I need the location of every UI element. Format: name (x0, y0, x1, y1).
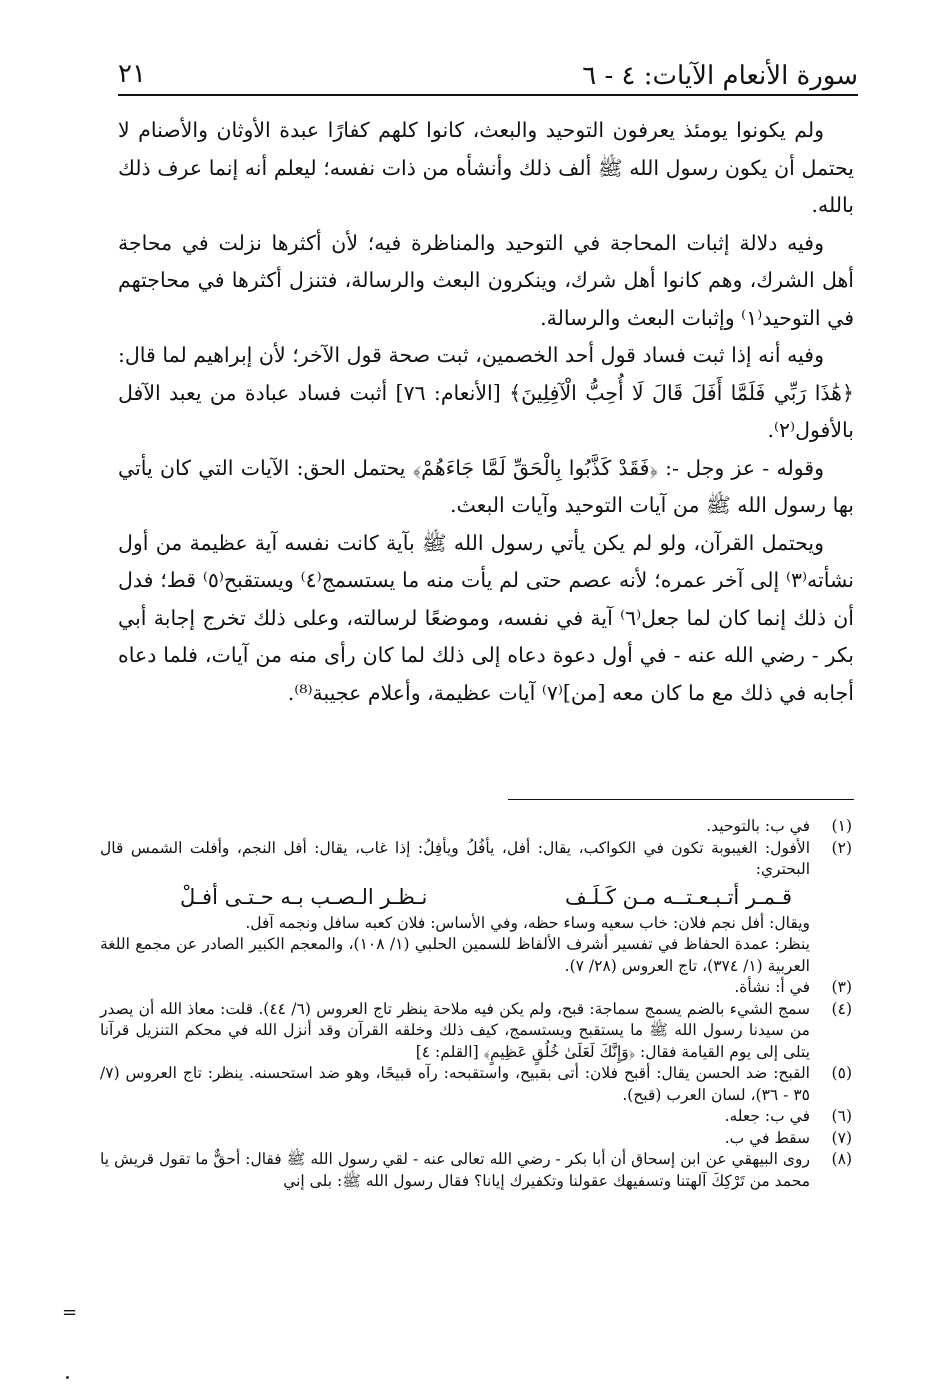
paragraph: وفيه أنه إذا ثبت فساد قول أحد الخصمين، ثبت صحة قول الآخر؛ لأن إبراهيم لما قال: ﴿هَٰذَا رَبِّي فَلَمَّا أَفَلَ قَالَ لَا أُحِبُّ الْآفِلِينَ﴾ [الأنعام: ٧٦] أثبت فساد عبادة من يعبد الآفل بالأفول⁽٢⁾. (118, 343, 854, 442)
footnote-text: ينظر: عمدة الحفاظ في تفسير أشرف الألفاظ للسمين الحلبي (١/ ١٠٨)، والمعجم الكبير الصادر عن مجمع اللغة العربية (١/ ٣٧٤)، تاج العروس (٢٨/ ٧). (100, 935, 810, 975)
footnote-number: (٦) (831, 1107, 852, 1125)
footnote-number: (٨) (831, 1150, 852, 1168)
footnote (100, 999, 852, 1064)
footnotes (100, 816, 852, 1192)
paragraph: وفيه دلالة إثبات المحاجة في التوحيد والمناظرة فيه؛ لأن أكثرها نزلت في محاجة أهل الشرك، وهم كانوا أهل شرك، وينكرون البعث والرسالة، فتنزل أكثرها في محاجتهم في التوحيد⁽١⁾ وإثبات البعث والرسالة. (118, 230, 854, 330)
verse-first-hemistich: قـمـر أتـبـعـتــه مـن كَـلَـف (565, 884, 792, 909)
header-rule (118, 94, 858, 96)
footnote-text: روى البيهقي عن ابن إسحاق أن أبا بكر - رضي الله تعالى عنه - لقي رسول الله ﷺ فقال: أحقٌّ ما تقول قريش يا محمد من تَرْكِكَ آلهتنا وتسفيهك عقولنا وتكفيرك إيانا؟ فقال رسول الله ﷺ: بلى إني (100, 1150, 810, 1190)
scan-speck (66, 1376, 69, 1379)
footnote (100, 1128, 852, 1150)
footnote-number: (٤) (831, 999, 852, 1018)
footnote-text: القبح: ضد الحسن يقال: أقبح فلان: أتى بقبيح، واستقبحه: رآه قبيحًا، وهو ضد استحسنه. ينظر: تاج العروس (٧/ ٣٥ - ٣٦)، لسان العرب (قبح). (100, 1064, 810, 1104)
footnote-text: في أ: نشأة. (734, 978, 810, 996)
footnote (100, 838, 852, 978)
paragraph: وقوله - عز وجل -: ﴿فَقَدْ كَذَّبُوا بِالْحَقِّ لَمَّا جَاءَهُمْ﴾ يحتمل الحق: الآيات التي كان يأتي بها رسول الله ﷺ من آيات التوحيد وآيات البعث. (118, 455, 854, 517)
footnote (100, 1106, 852, 1128)
verse-second-hemistich: نـظـر الـصـب بـه حـتـى أفـلْ (180, 884, 428, 909)
running-title: سورة الأنعام الآيات: ٤ - ٦ (582, 61, 858, 91)
footnote (100, 977, 852, 999)
page-header (118, 52, 858, 94)
footnote-text: سمج الشيء بالضم يسمج سماجة: قبح، ولم يكن فيه ملاحة ينظر تاج العروس (٦/ ٤٤). قلت: معاذ الله أن يصدر من سيدنا رسول الله ﷺ ما يستقبح ويستسمج، كيف ذلك وخلقه القرآن وقد أنزل الله في محكم التنزيل قرآنا يتلى إلى يوم القيامة فقال: ﴿وَإِنَّكَ لَعَلَىٰ خُلُقٍ عَظِيمٍ﴾ [القلم: ٤] (100, 999, 810, 1061)
footnote (100, 1063, 852, 1106)
footnote-text: في ب: بالتوحيد. (706, 817, 810, 835)
footnote-text: الأفول: الغيبوبة تكون في الكواكب، يقال: أفل، يأفُلُ ويأفِلُ: إذا غاب، يقال: أفل النجم، وأفلت الشمس قال البحتري: (100, 838, 810, 878)
footnote (100, 1149, 852, 1192)
footnote-number: (١) (831, 817, 852, 835)
footnote-text: في ب: جعله. (724, 1107, 810, 1125)
paragraph: ويحتمل القرآن، ولو لم يكن يأتي رسول الله ﷺ بآية كانت نفسه آية عظيمة من أول نشأته⁽٣⁾ إلى آخر عمره؛ لأنه عصم حتى لم يأت منه ما يستسمج⁽٤⁾ ويستقبح⁽٥⁾ قط؛ فدل أن ذلك إنما كان لما جعل⁽٦⁾ آية في نفسه، وموضعًا لرسالته، وعلى ذلك تخرج إجابة أبي بكر - رضي الله عنه - في أول دعوة دعاه إلى ذلك لما كان رأى منه من آيات، فلما دعاه أجابه في ذلك مع ما كان معه [من]⁽٧⁾ آيات عظيمة، وأعلام عجيبة⁽⁸⁾. (118, 530, 854, 705)
paragraph: ولم يكونوا يومئذ يعرفون التوحيد والبعث، كانوا كلهم كفارًا عبدة الأوثان والأصنام لا يحتمل أن يكون رسول الله ﷺ ألف ذلك وأنشأه من ذات نفسه؛ ليعلم أنه إنما عرف ذلك بالله. (118, 118, 854, 217)
footnote-text: سقط في ب. (724, 1128, 810, 1147)
footnote-separator (508, 799, 854, 800)
footnote-number: (٣) (831, 978, 852, 996)
page-number: ٢١ (118, 59, 146, 89)
footnote-text: ويقال: أفل نجم فلان: خاب سعيه وساء حظه، وفي الأساس: فلان كعبه سافل ونجمه آفل. (245, 913, 810, 932)
poetry-verse (100, 881, 810, 913)
main-text (118, 112, 854, 712)
footnote-number: (٥) (831, 1064, 852, 1082)
footnote (100, 816, 852, 838)
continuation-mark: = (62, 1302, 78, 1323)
footnote-number: (٧) (831, 1128, 852, 1147)
footnote-number: (٢) (831, 838, 852, 857)
